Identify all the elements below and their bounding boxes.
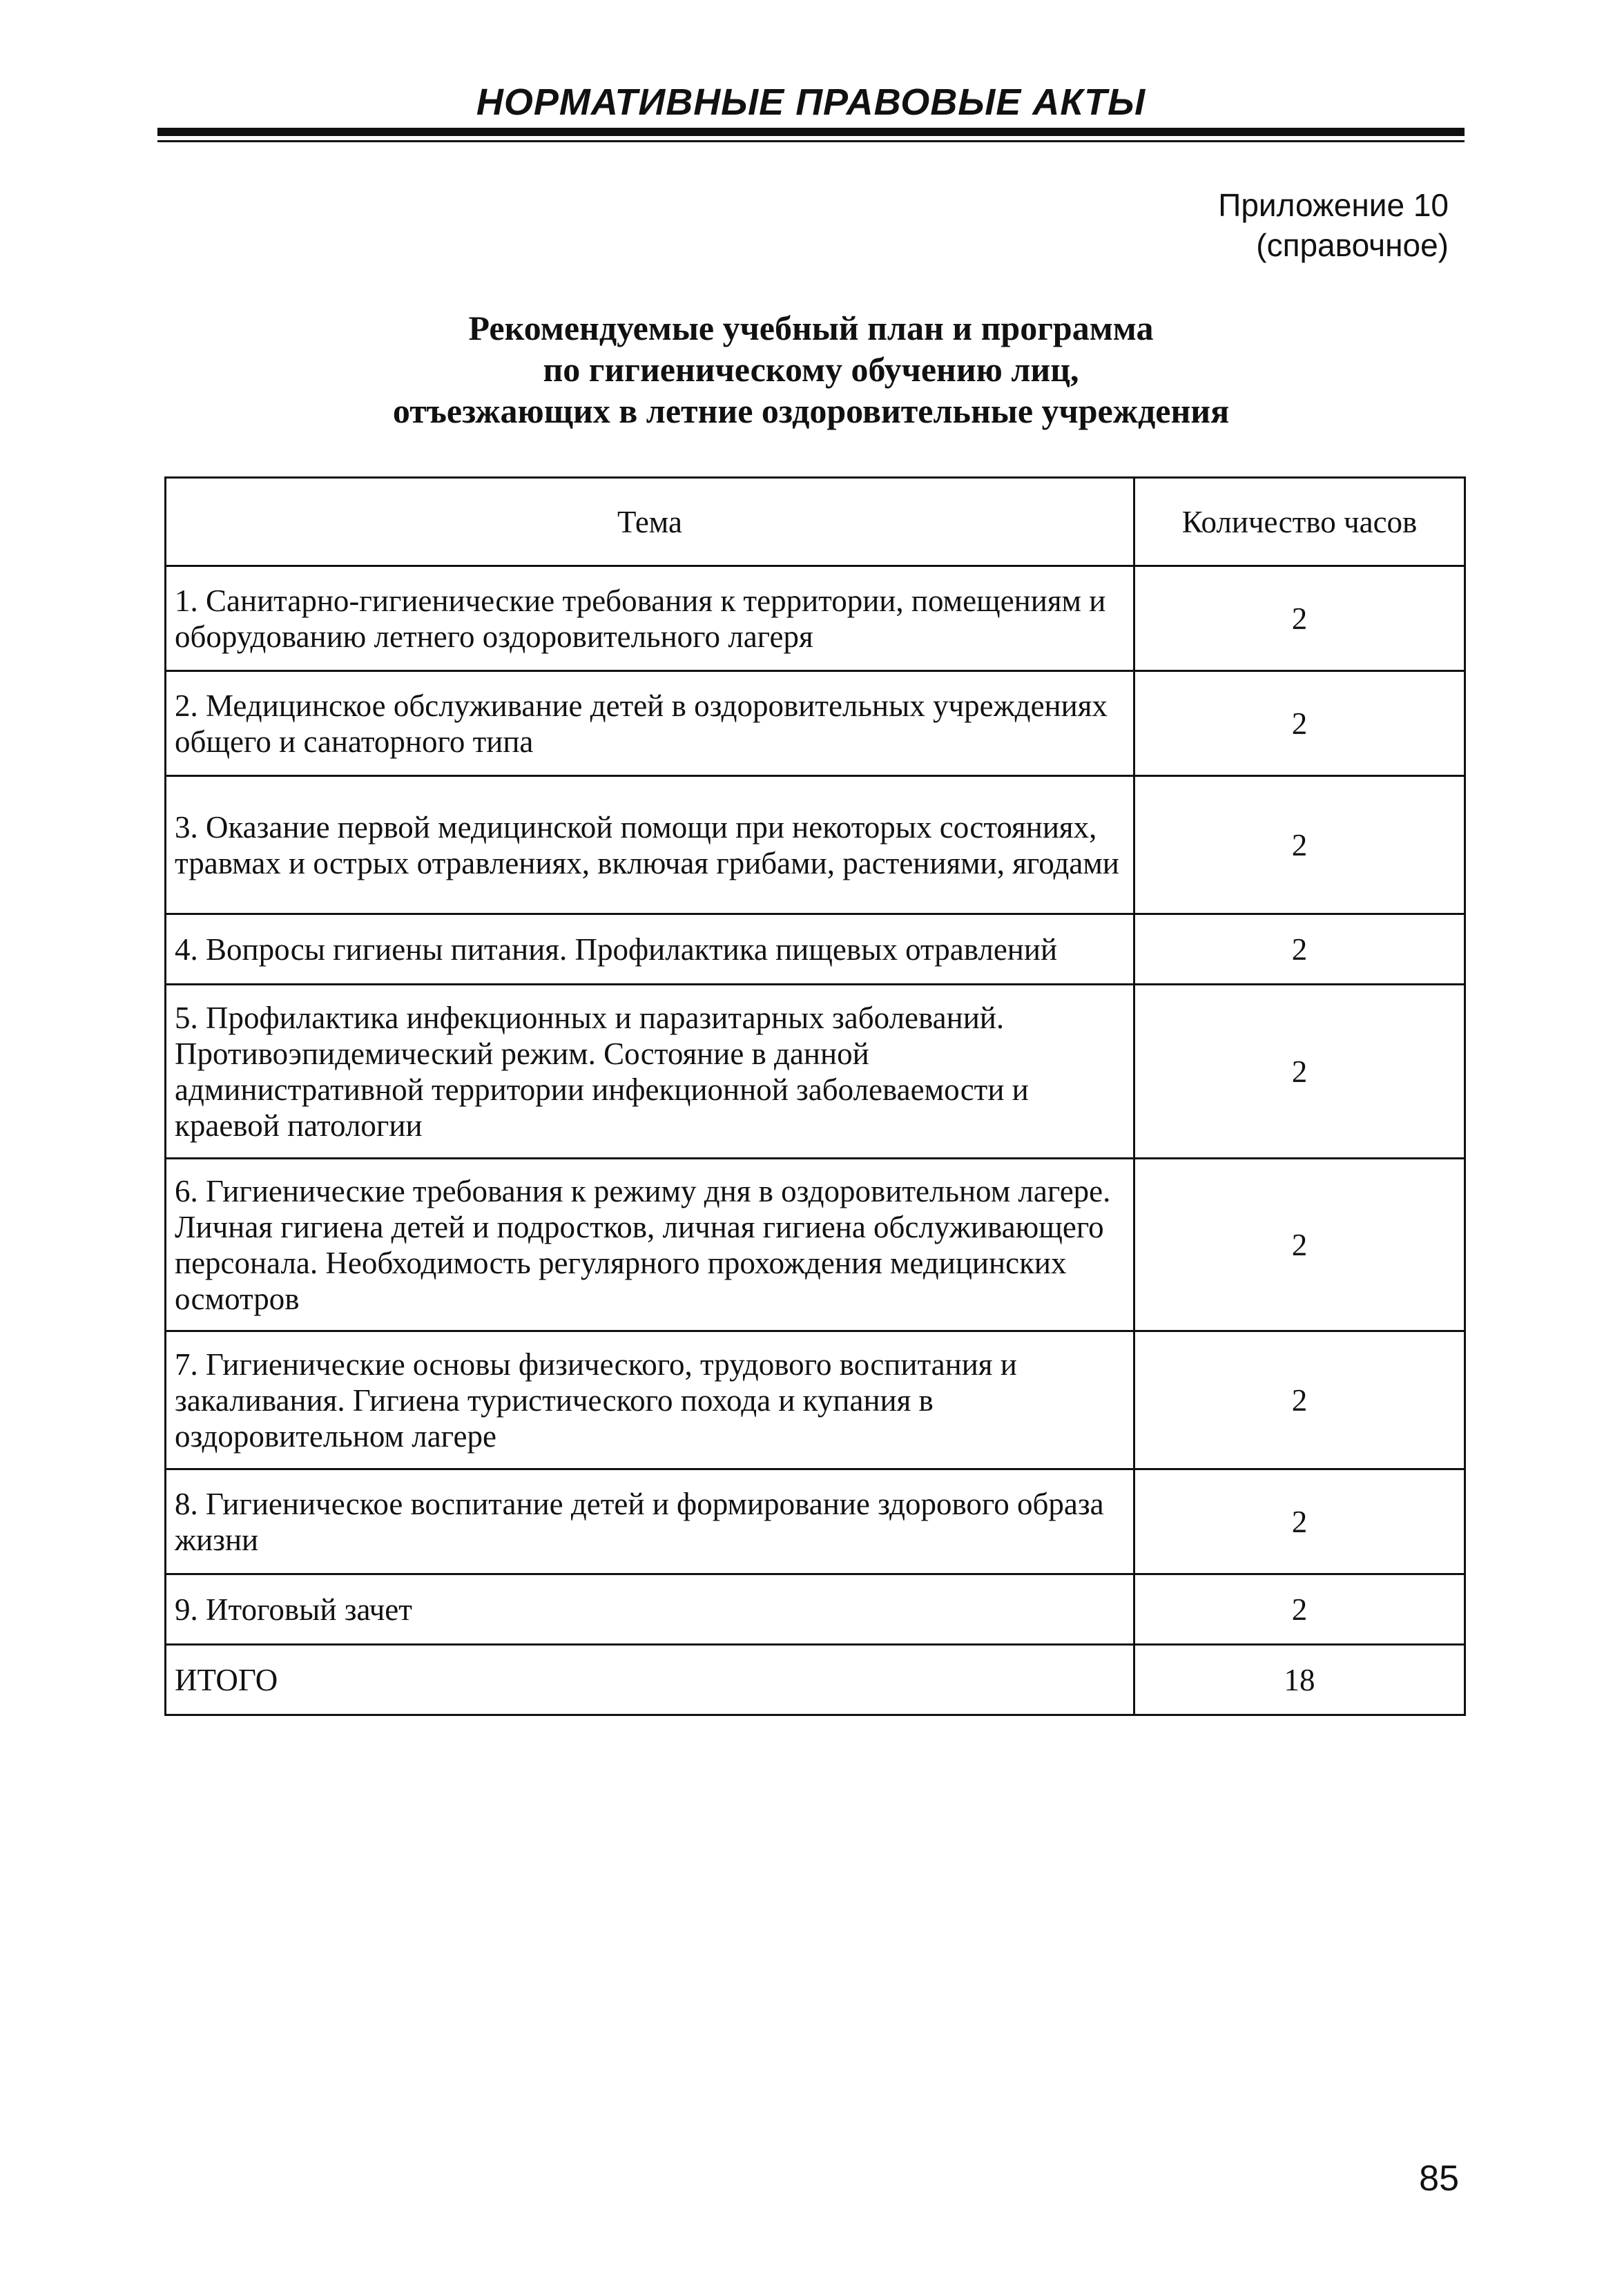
hours-cell: 2	[1134, 1469, 1465, 1574]
header-rule-thick	[157, 128, 1465, 136]
hours-cell: 2	[1134, 671, 1465, 776]
hours-cell: 2	[1134, 566, 1465, 671]
section-title: НОРМАТИВНЫЕ ПРАВОВЫЕ АКТЫ	[476, 81, 1146, 123]
appendix-type: (справочное)	[1256, 227, 1449, 263]
table-row	[166, 1159, 1465, 1331]
topic-cell: 8. Гигиеническое воспитание детей и формирование здорового образа жизни	[166, 1469, 1134, 1574]
table-row	[166, 776, 1465, 914]
topic-cell: 5. Профилактика инфекционных и паразитарных заболеваний. Противоэпидемический режим. Состояние в данной административной территории инфекционной заболеваемости и краевой патологии	[166, 985, 1134, 1159]
total-label-cell: ИТОГО	[166, 1645, 1134, 1715]
topic-cell: 6. Гигиенические требования к режиму дня в оздоровительном лагере. Личная гигиена детей и подростков, личная гигиена обслуживающего персонала. Необходимость регулярного прохождения медицинских осмотров	[166, 1159, 1134, 1331]
hours-cell: 2	[1134, 914, 1465, 985]
title-line-1: Рекомендуемые учебный план и программа	[468, 309, 1154, 347]
running-header	[157, 73, 1465, 148]
hours-cell: 2	[1134, 776, 1465, 914]
column-header-topic: Тема	[166, 478, 1134, 566]
appendix-note	[1218, 185, 1449, 265]
hours-cell: 2	[1134, 1574, 1465, 1645]
topic-cell: 3. Оказание первой медицинской помощи при некоторых состояниях, травмах и острых отравлениях, включая грибами, растениями, ягодами	[166, 776, 1134, 914]
table-header-row	[166, 478, 1465, 566]
table-row	[166, 985, 1465, 1159]
hours-cell: 2	[1134, 1159, 1465, 1331]
curriculum-table	[164, 476, 1466, 1716]
table-row	[166, 566, 1465, 671]
document-title	[157, 307, 1465, 432]
table-row	[166, 671, 1465, 776]
table-total-row	[166, 1645, 1465, 1715]
table-row	[166, 1469, 1465, 1574]
title-line-3: отъезжающих в летние оздоровительные учреждения	[392, 392, 1230, 430]
topic-cell: 4. Вопросы гигиены питания. Профилактика пищевых отравлений	[166, 914, 1134, 985]
table-row	[166, 1331, 1465, 1469]
topic-cell: 1. Санитарно-гигиенические требования к территории, помещениям и оборудованию летнего оздоровительного лагеря	[166, 566, 1134, 671]
column-header-hours: Количество часов	[1134, 478, 1465, 566]
page-number: 85	[1419, 2159, 1459, 2199]
topic-cell: 9. Итоговый зачет	[166, 1574, 1134, 1645]
table-row	[166, 1574, 1465, 1645]
topic-cell: 7. Гигиенические основы физического, трудового воспитания и закаливания. Гигиена туристического похода и купания в оздоровительном лагере	[166, 1331, 1134, 1469]
total-hours-cell: 18	[1134, 1645, 1465, 1715]
appendix-number: Приложение 10	[1218, 187, 1449, 223]
hours-cell: 2	[1134, 985, 1465, 1159]
title-line-2: по гигиеническому обучению лиц,	[543, 350, 1079, 389]
hours-cell: 2	[1134, 1331, 1465, 1469]
topic-cell: 2. Медицинское обслуживание детей в оздоровительных учреждениях общего и санаторного типа	[166, 671, 1134, 776]
table-row	[166, 914, 1465, 985]
header-rule-thin	[157, 140, 1465, 142]
